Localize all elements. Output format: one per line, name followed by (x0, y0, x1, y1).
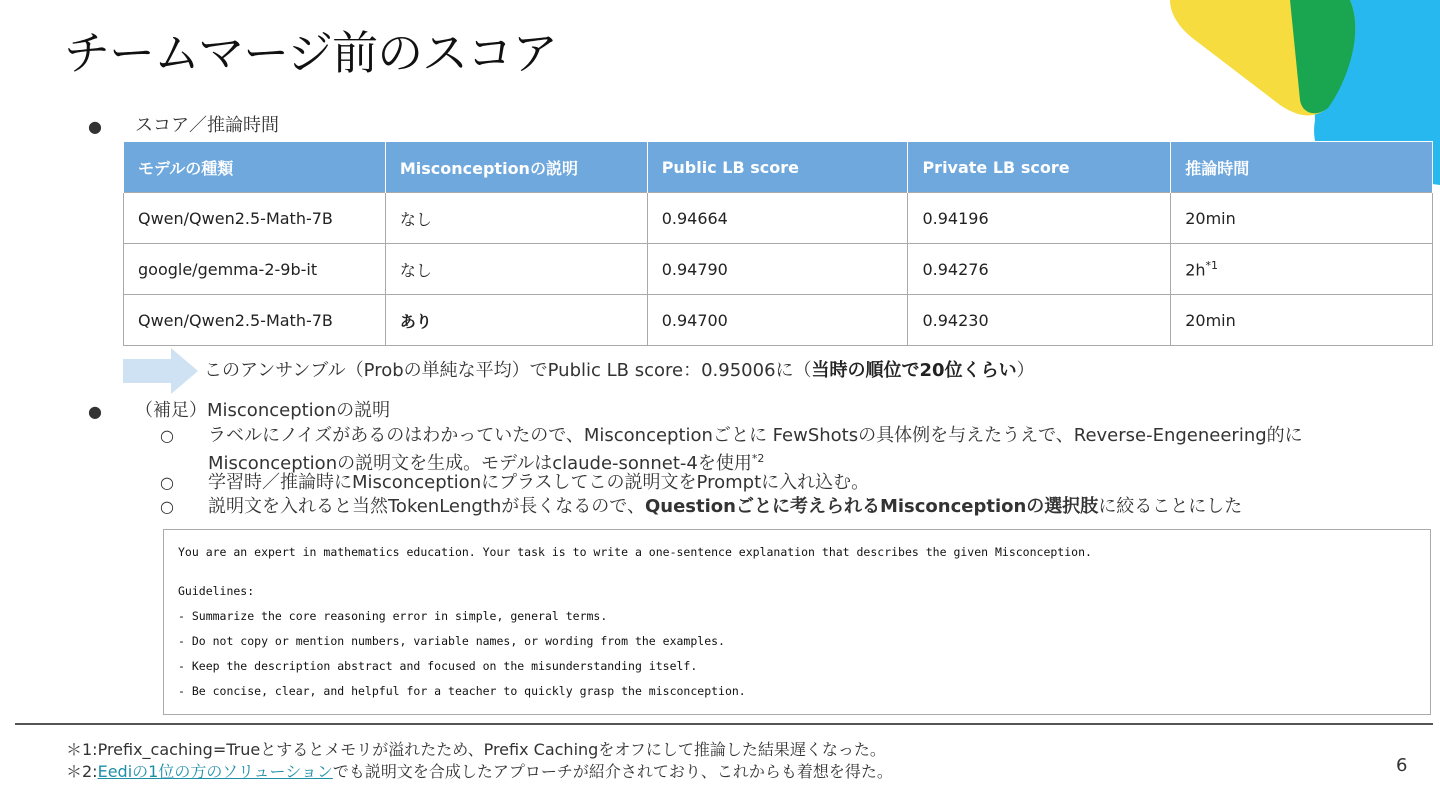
table-header-cell: モデルの種類 (124, 142, 386, 193)
ensemble-text: このアンサンブル（Probの単純な平均）でPublic LB score：0.95006に（ (204, 360, 812, 381)
footnote-1: ＊1:Prefix_caching=Trueとするとメモリが溢れたため、Prefix Cachingをオフにして推論した結果遅くなった。 (66, 740, 886, 759)
score-table (123, 141, 1433, 346)
footnote-text: でも説明文を合成したアプローチが紹介されており、これからも着想を得た。 (332, 762, 893, 781)
footnote-2 (66, 761, 893, 783)
model-cell: Qwen/Qwen2.5-Math-7B (124, 295, 386, 346)
sub-item-1 (208, 424, 1428, 475)
prompt-box (163, 529, 1431, 715)
model-cell: Qwen/Qwen2.5-Math-7B (124, 193, 386, 244)
sub-item-text: に絞ることにした (1098, 496, 1243, 517)
table-row (124, 295, 1433, 346)
footnote-prefix: ＊2: (66, 762, 98, 781)
prompt-line: You are an expert in mathematics education. Your task is to write a one-sentence explanation that describes the given Misconception. (178, 545, 1092, 559)
sub-item-bold: Questionごとに考えられるMisconceptionの選択肢 (644, 496, 1099, 517)
table-header-cell: Private LB score (908, 142, 1171, 193)
private-score-cell: 0.94230 (908, 295, 1171, 346)
time-cell: 20min (1171, 295, 1433, 346)
page-number: 6 (1396, 755, 1408, 776)
model-cell: google/gemma-2-9b-it (124, 244, 386, 295)
table-header-cell: Public LB score (647, 142, 908, 193)
prompt-line: - Keep the description abstract and focused on the misunderstanding itself. (178, 659, 698, 673)
public-score-cell: 0.94790 (647, 244, 908, 295)
public-score-cell: 0.94700 (647, 295, 908, 346)
ensemble-close: ） (1016, 360, 1035, 381)
table-header-row (124, 142, 1433, 193)
sub-item-2: 学習時／推論時にMisconceptionにプラスしてこの説明文をPromptに入れ込む。 (208, 472, 870, 493)
prompt-line: - Summarize the core reasoning error in simple, general terms. (178, 609, 608, 623)
prompt-line: - Be concise, clear, and helpful for a teacher to quickly grasp the misconception. (178, 684, 746, 698)
prompt-line: Guidelines: (178, 584, 255, 598)
solution-link[interactable]: Eediの1位の方のソリューション (97, 762, 333, 781)
explanation-cell: あり (385, 295, 647, 346)
sub-bullet-circle: ○ (160, 473, 174, 492)
right-arrow-icon (123, 348, 198, 398)
prompt-spacer (178, 567, 1416, 581)
table-header-cell: 推論時間 (1171, 142, 1433, 193)
section1-bullet: スコア／推論時間 (135, 115, 279, 136)
time-cell (1171, 244, 1433, 295)
table-row (124, 193, 1433, 244)
bullet-dot: ● (88, 117, 102, 136)
explanation-cell: なし (385, 193, 647, 244)
footnote-ref: *1 (1205, 258, 1219, 272)
section2-bullet: （補足）Misconceptionの説明 (135, 400, 391, 421)
sub-item-3 (208, 495, 1428, 518)
sub-bullet-circle: ○ (160, 497, 174, 516)
explanation-cell: なし (385, 244, 647, 295)
private-score-cell: 0.94196 (908, 193, 1171, 244)
time-cell: 20min (1171, 193, 1433, 244)
ensemble-rank: 当時の順位で20位くらい (811, 360, 1017, 381)
sub-item-text: 説明文を入れると当然TokenLengthが長くなるので、 (208, 496, 645, 517)
sub-item-text: ラベルにノイズがあるのはわかっていたので、Misconceptionごとに FewShotsの具体例を与えたうえで、Reverse-Engeneering的にMisconceptionの説明文を生成。モデルはclaude-sonnet-4を使用 (208, 425, 1303, 474)
footer-divider (15, 723, 1433, 725)
time-value: 2h (1185, 260, 1206, 280)
ensemble-result (204, 359, 1035, 383)
footnote-ref: *2 (751, 452, 765, 465)
prompt-line: - Do not copy or mention numbers, variable names, or wording from the examples. (178, 634, 725, 648)
public-score-cell: 0.94664 (647, 193, 908, 244)
sub-bullet-circle: ○ (160, 426, 174, 445)
table-header-cell: Misconceptionの説明 (385, 142, 647, 193)
table-row (124, 244, 1433, 295)
private-score-cell: 0.94276 (908, 244, 1171, 295)
bullet-dot: ● (88, 402, 102, 421)
slide-title: チームマージ前のスコア (64, 26, 558, 80)
